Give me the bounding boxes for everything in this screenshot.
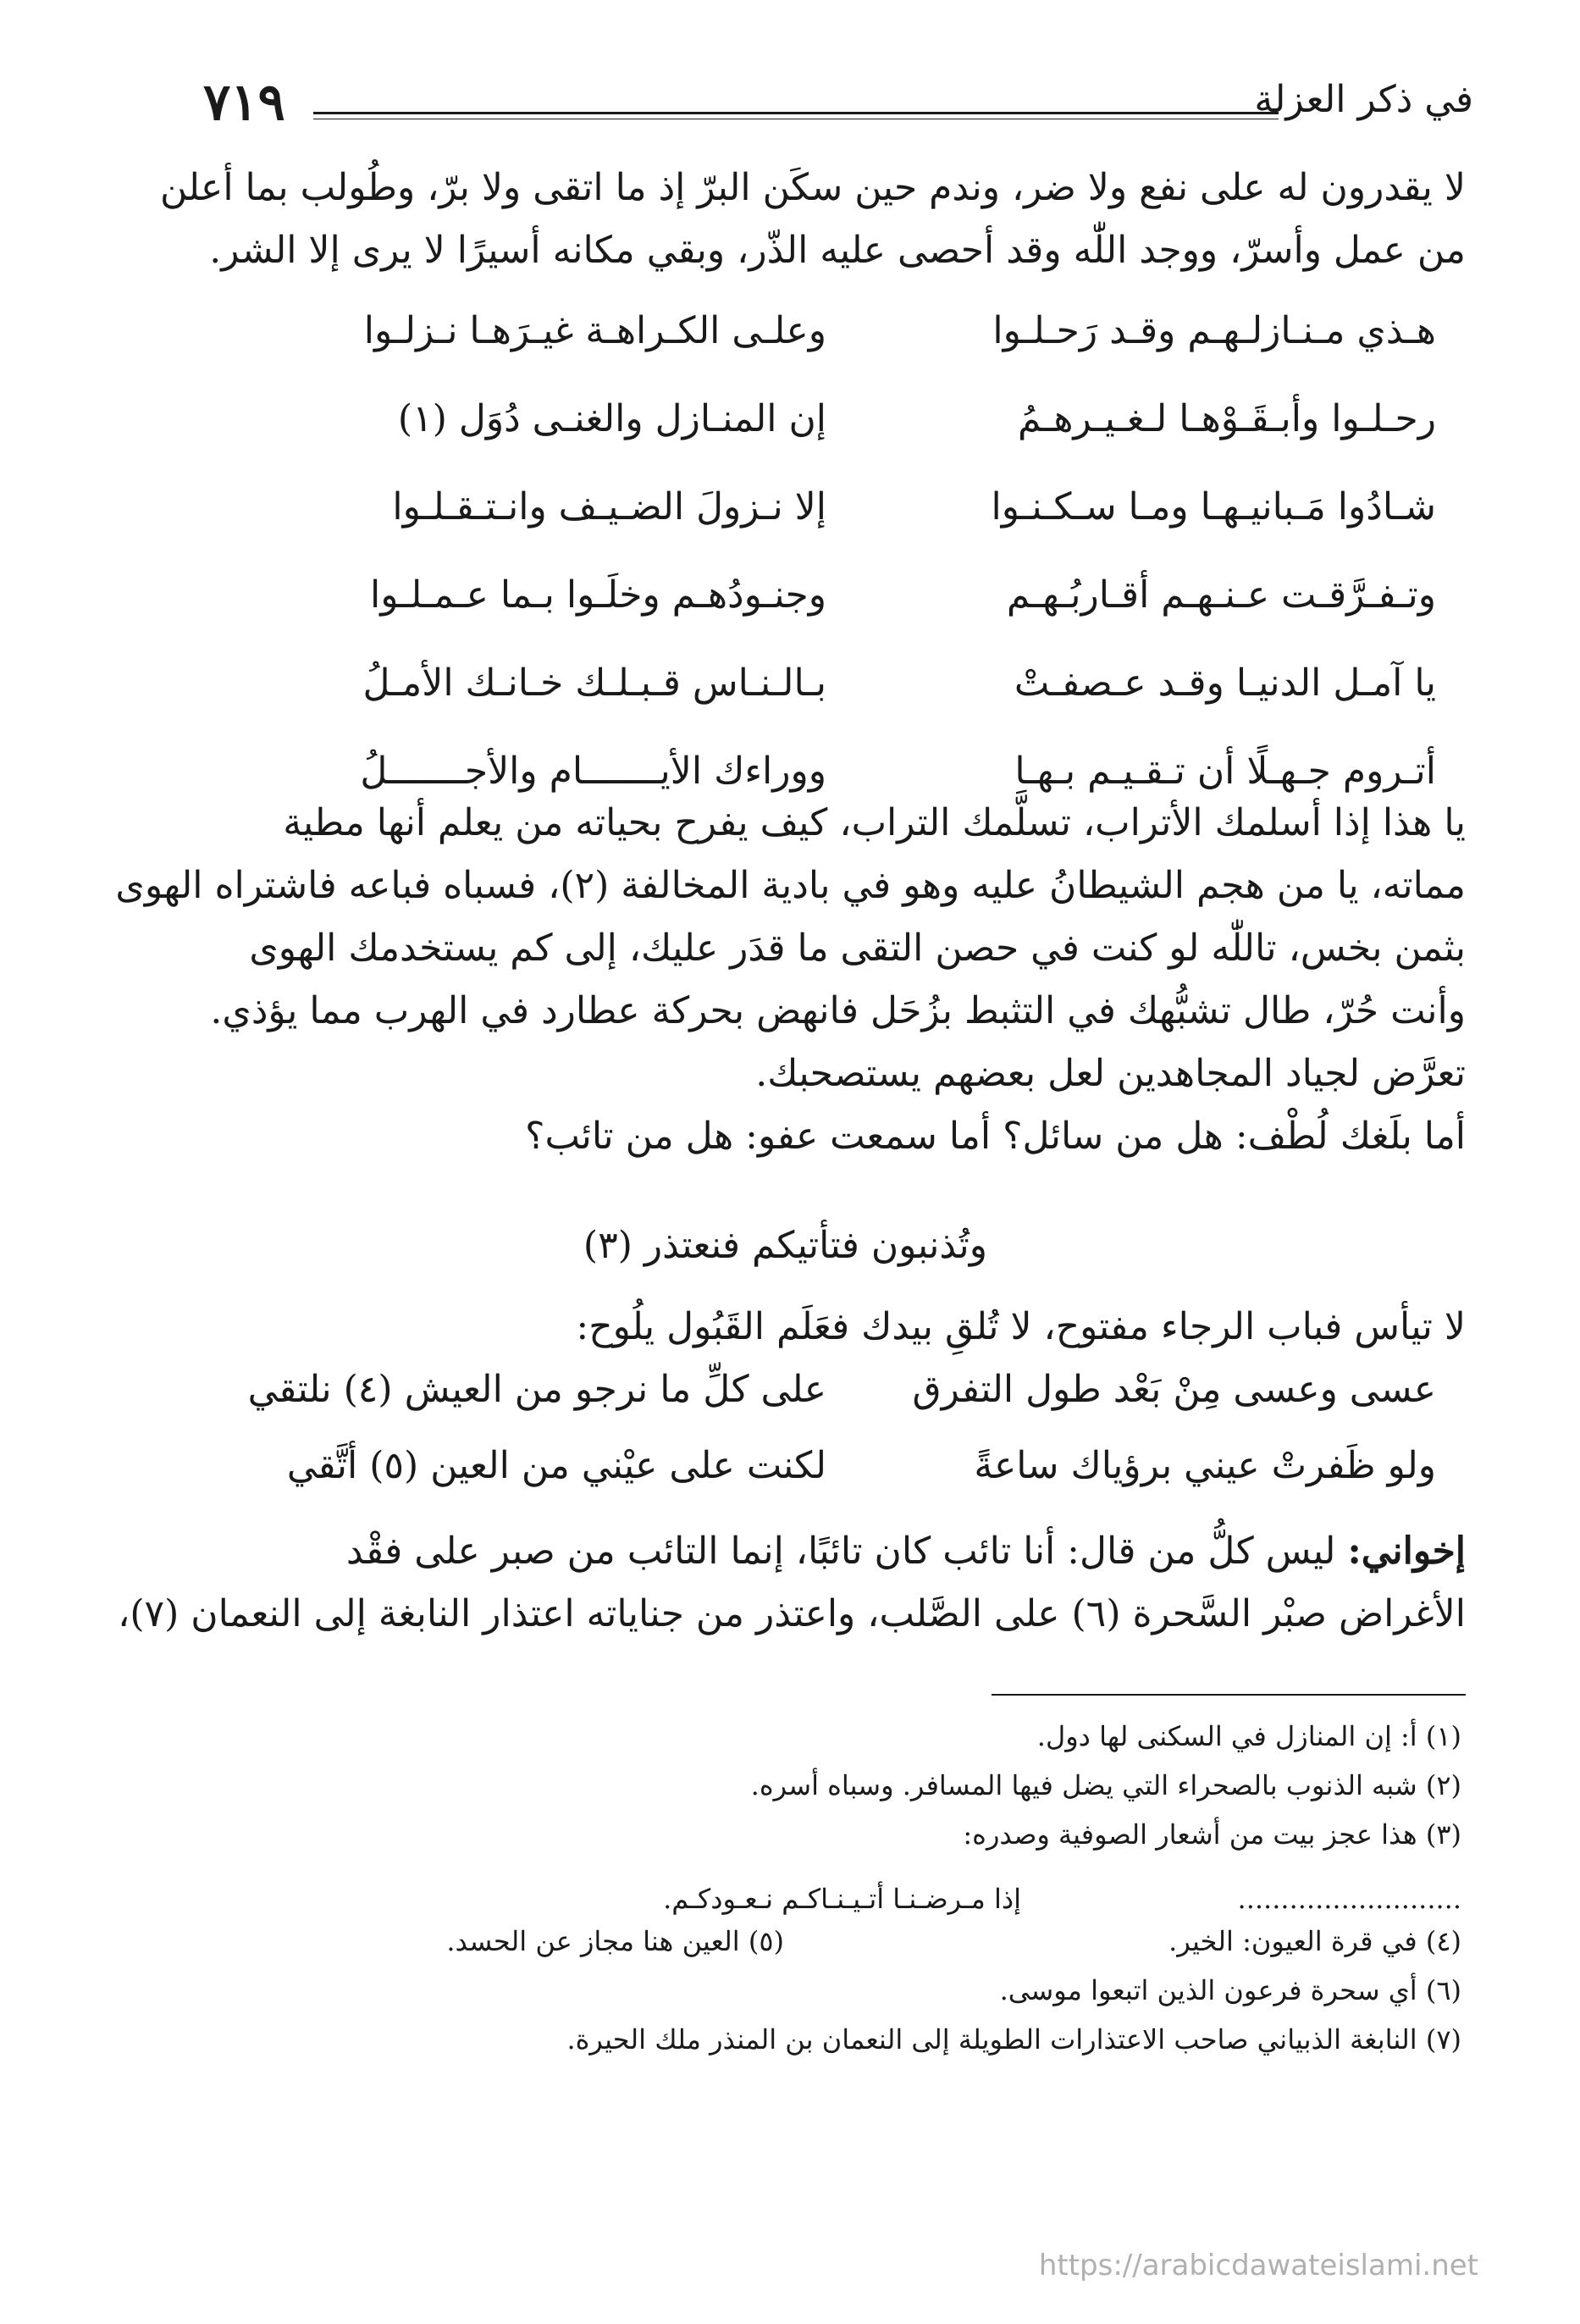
footnote-rule [992, 1694, 1466, 1696]
footnote-verse-ellipsis: .......................... [1237, 1883, 1461, 1915]
verse-second-hemistich: وجنـودُهـم وخلَـوا بـما عـمـلـوا [370, 573, 826, 617]
footnote-6: (٦) أي سحرة فرعون الذين اتبعوا موسى. [999, 1974, 1461, 2006]
footnote-verse-text: إذا مـرضـنـا أتـيـنـاكـم نـعـودكـم. [663, 1883, 1021, 1915]
verse-row [149, 485, 1436, 573]
footnote-3-verse [141, 1862, 1461, 1920]
verse-second-hemistich: وعلـى الكـراهـة غيـرَهـا نـزلـوا [363, 309, 826, 352]
verse-first-hemistich: شـادُوا مَـبانيـهـا ومـا سـكـنـوا [991, 485, 1436, 528]
verse-first-hemistich: وتـفـرَّقـت عـنـهـم أقـاربُـهـم [1006, 573, 1436, 617]
text-line: وأنت حُرّ، طال تشبُّهك في التثبط بزُحَل فانهض بحركة عطارد في الهرب مما يؤذي. [210, 989, 1466, 1032]
verse-row [149, 661, 1436, 750]
text-line: يا هذا إذا أسلمك الأتراب، تسلَّمك التراب، كيف يفرح بحياته من يعلم أنها مطية [283, 801, 1466, 844]
verse-second-hemistich: إن المنـازل والغنـى دُوَل (١) [397, 397, 826, 440]
footnote-2: (٢) شبه الذنوب بالصحراء التي يضل فيها المسافر. وسباه أسره. [750, 1769, 1461, 1801]
footnote-7: (٧) النابغة الذبياني صاحب الاعتذارات الطويلة إلى النعمان بن المنذر ملك الحيرة. [566, 2023, 1461, 2056]
verse-row [149, 1368, 1436, 1444]
verse-second-hemistich: لكنت على عيْني من العين (٥) أتَّقي [286, 1444, 826, 1487]
running-title: في ذكر العزلة [1254, 78, 1473, 121]
footnote-4-5 [141, 1920, 1461, 1962]
page-number: ٧١٩ [203, 73, 285, 132]
header-rule [313, 112, 1279, 114]
footnote-5: (٥) العين هنا مجاز عن الحسد. [446, 1925, 784, 1957]
verse-row [149, 397, 1436, 485]
text-line: مماته، يا من هجم الشيطانُ عليه وهو في بادية المخالفة (٢)، فسباه فباعه فاشتراه الهوى [115, 864, 1466, 907]
verse-row [149, 309, 1436, 397]
verse-first-hemistich: هـذي مـنـازلـهـم وقـد رَحـلـوا [992, 309, 1436, 352]
verse-first-hemistich: رحـلـوا وأبـقَـوْهـا لـغـيـرهـمُ [1018, 397, 1436, 440]
centered-verse: وتُذنبون فتأتيكم فنعتذر (٣) [583, 1224, 987, 1267]
verse-first-hemistich: عسى وعسى مِنْ بَعْد طول التفرق [912, 1368, 1436, 1411]
verse-second-hemistich: على كلِّ ما نرجو من العيش (٤) نلتقي [247, 1368, 826, 1411]
text-line: أما بلَغك لُطْف: هل من سائل؟ أما سمعت عفو: هل من تائب؟ [525, 1115, 1466, 1158]
text-line: الأغراض صبْر السَّحرة (٦) على الصَّلب، واعتذر من جناياته اعتذار النابغة إلى النعمان (٧)، [118, 1592, 1466, 1635]
text-line: لا تيأس فباب الرجاء مفتوح، لا تُلقِ بيدك فعَلَم القَبُول يلُوح: [576, 1305, 1466, 1348]
text-line: لا يقدرون له على نفع ولا ضر، وندم حين سكَن البرّ إذ ما اتقى ولا برّ، وطُولب بما أعلن [160, 166, 1466, 209]
text-run: ليس كلُّ من قال: أنا تائب كان تائبًا، إنما التائب من صبر على فقْد [345, 1530, 1348, 1573]
page-header [203, 73, 1473, 146]
sermon-paragraph [111, 792, 1466, 1168]
text-line: تعرَّض لجياد المجاهدين لعل بعضهم يستصحبك. [755, 1052, 1466, 1095]
verse-second-hemistich: ووراءك الأيـــــــام والأجـــــــلُ [360, 750, 826, 793]
footnote-4: (٤) في قرة العيون: الخير. [1168, 1925, 1461, 1957]
verse-first-hemistich: يا آمـل الدنيـا وقـد عـصفـتْ [1014, 661, 1436, 705]
verse-row [149, 1444, 1436, 1520]
verse-second-hemistich: بـالـنـاس قـبـلـك خـانـك الأمـلُ [362, 661, 826, 705]
verse-row [149, 573, 1436, 661]
text-line: بثمن بخس، تاللّٰه لو كنت في حصن التقى ما قدَر عليك، إلى كم يستخدمك الهوى [249, 927, 1466, 970]
verse-second-hemistich: إلا نـزولَ الضـيـف وانـتـقـلـوا [392, 485, 826, 528]
intro-paragraph [111, 157, 1466, 282]
verse-first-hemistich: أتـروم جـهـلًا أن تـقـيـم بـهـا [1014, 750, 1436, 793]
hope-paragraph [111, 1296, 1466, 1358]
brothers-paragraph [111, 1520, 1466, 1646]
verse-first-hemistich: ولو ظَفرتْ عيني برؤياك ساعةً [974, 1444, 1436, 1487]
footnote-1: (١) أ: إن المنازل في السكنى لها دول. [1036, 1720, 1461, 1752]
text-line [111, 1520, 1466, 1583]
poem-block-1 [149, 309, 1436, 838]
paragraph-lead: إخواني: [1347, 1530, 1466, 1573]
footnotes [141, 1715, 1461, 2067]
poem-block-2 [149, 1368, 1436, 1520]
footnote-3: (٣) هذا عجز بيت من أشعار الصوفية وصدره: [963, 1818, 1461, 1851]
text-line: من عمل وأسرّ، ووجد اللّٰه وقد أحصى عليه الذّر، وبقي مكانه أسيرًا لا يرى إلا الشر. [209, 229, 1466, 272]
website-watermark: https://arabicdawateislami.net [1038, 2249, 1478, 2282]
